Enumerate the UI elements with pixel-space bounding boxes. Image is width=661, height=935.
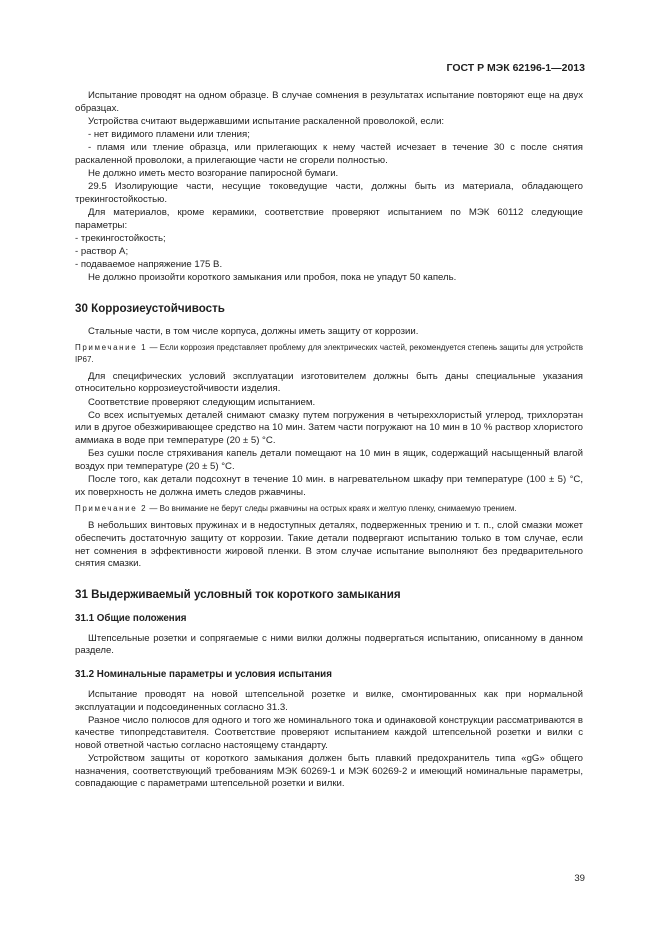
paragraph: После того, как детали подсохнут в течение 10 мин. в нагревательном шкафу при температуре (100 ± 5) °С, их поверхность не должна иметь следов ржавчины.: [75, 473, 583, 498]
section-30-heading: 30 Коррозиеустойчивость: [75, 301, 225, 315]
note-text: — Если коррозия представляет проблему для электрических частей, рекомендуется степень защиты для устройств IP67.: [75, 343, 583, 364]
page-content: [75, 90, 583, 791]
paragraph: Испытание проводят на новой штепсельной розетке и вилке, смонтированных как при нормальной эксплуатации и подсоединенных согласно 31.3.: [75, 688, 583, 713]
subsection-31-1-heading: 31.1 Общие положения: [75, 612, 187, 624]
standard-header: ГОСТ Р МЭК 62196-1—2013: [446, 62, 585, 74]
paragraph: Со всех испытуемых деталей снимают смазку путем погружения в четыреххлористый углерод, трихлорэтан или в другое обезжиривающее средство на 10 мин. Затем части погружают на 10 мин в 10 % раствор хлористого аммиака в воде при температуре (20 ± 5) °С.: [75, 409, 583, 446]
paragraph: Соответствие проверяют следующим испытанием.: [88, 396, 316, 408]
paragraph: Штепсельные розетки и сопрягаемые с ними вилки должны подвергаться испытанию, описанному в данном разделе.: [75, 632, 583, 657]
list-item: - подаваемое напряжение 175 В.: [75, 259, 223, 271]
subsection-31-2-heading: 31.2 Номинальные параметры и условия испытания: [75, 668, 332, 680]
paragraph: Стальные части, в том числе корпуса, должны иметь защиту от коррозии.: [88, 325, 419, 337]
page-number: 39: [574, 873, 585, 884]
list-item: - трекингостойкость;: [75, 232, 166, 244]
note-text: — Во внимание не берут следы ржавчины на острых краях и желтую пленку, снимаемую трением.: [147, 504, 517, 514]
paragraph: Не должно произойти короткого замыкания или пробоя, пока не упадут 50 капель.: [88, 272, 457, 284]
paragraph: Разное число полюсов для одного и того же номинального тока и одинаковой конструкции рассматриваются в качестве типопредставителя. Соответствие проверяют испытанием каждой штепсельной розетки и вилки с новой ответной частью согласно настоящему стандарту.: [75, 714, 583, 751]
paragraph: Устройством защиты от короткого замыкания должен быть плавкий предохранитель типа «gG» общего назначения, соответствующий требованиям МЭК 60269-1 и МЭК 60269-2 и имеющий номинальные параметры, совпадающие с параметрами штепсельной розетки и вилки.: [75, 753, 583, 790]
paragraph: Без сушки после стряхивания капель детали помещают на 10 мин в ящик, содержащий насыщенный влагой воздух при температуре (20 ± 5) °С.: [75, 448, 583, 472]
section-31-heading: 31 Выдерживаемый условный ток короткого замыкания: [75, 587, 401, 601]
note-label: Примечание 1: [75, 343, 148, 353]
paragraph: Испытание проводят на одном образце. В случае сомнения в результатах испытание повторяют еще на двух образцах.: [75, 90, 583, 114]
paragraph: Устройства считают выдержавшими испытание раскаленной проволокой, если:: [88, 115, 445, 127]
clause-29-5: 29.5 Изолирующие части, несущие токоведущие части, должны быть из материала, обладающего трекингостойкостью.: [75, 181, 583, 205]
list-item: - пламя или тление образца, или прилегающих к нему частей исчезает в течение 30 с после снятия раскаленной проволоки, а прилегающие части не сгорели полностью.: [75, 142, 583, 166]
note-1: [75, 342, 583, 364]
paragraph: Для материалов, кроме керамики, соответствие проверяют испытанием по МЭК 60112 следующие параметры:: [75, 206, 583, 231]
paragraph: Для специфических условий эксплуатации изготовителем должны быть даны специальные указания относительно коррозиеустойчивости изделия.: [75, 370, 583, 395]
note-2: [75, 503, 583, 514]
paragraph: Не должно иметь место возгорание папиросной бумаги.: [88, 167, 339, 179]
note-label: Примечание 2: [75, 504, 148, 514]
list-item: - нет видимого пламени или тления;: [88, 128, 250, 140]
paragraph: В небольших винтовых пружинах и в недоступных деталях, подверженных трению и т. п., слой смазки может обеспечить достаточную защиту от коррозии. Такие детали подвергают испытанию только в том случае, если нет сомнения в эффективности жировой пленки. В этом случае испытание выполняют без предварительного снятия смазки.: [75, 520, 583, 570]
list-item: - раствор А;: [75, 245, 129, 257]
